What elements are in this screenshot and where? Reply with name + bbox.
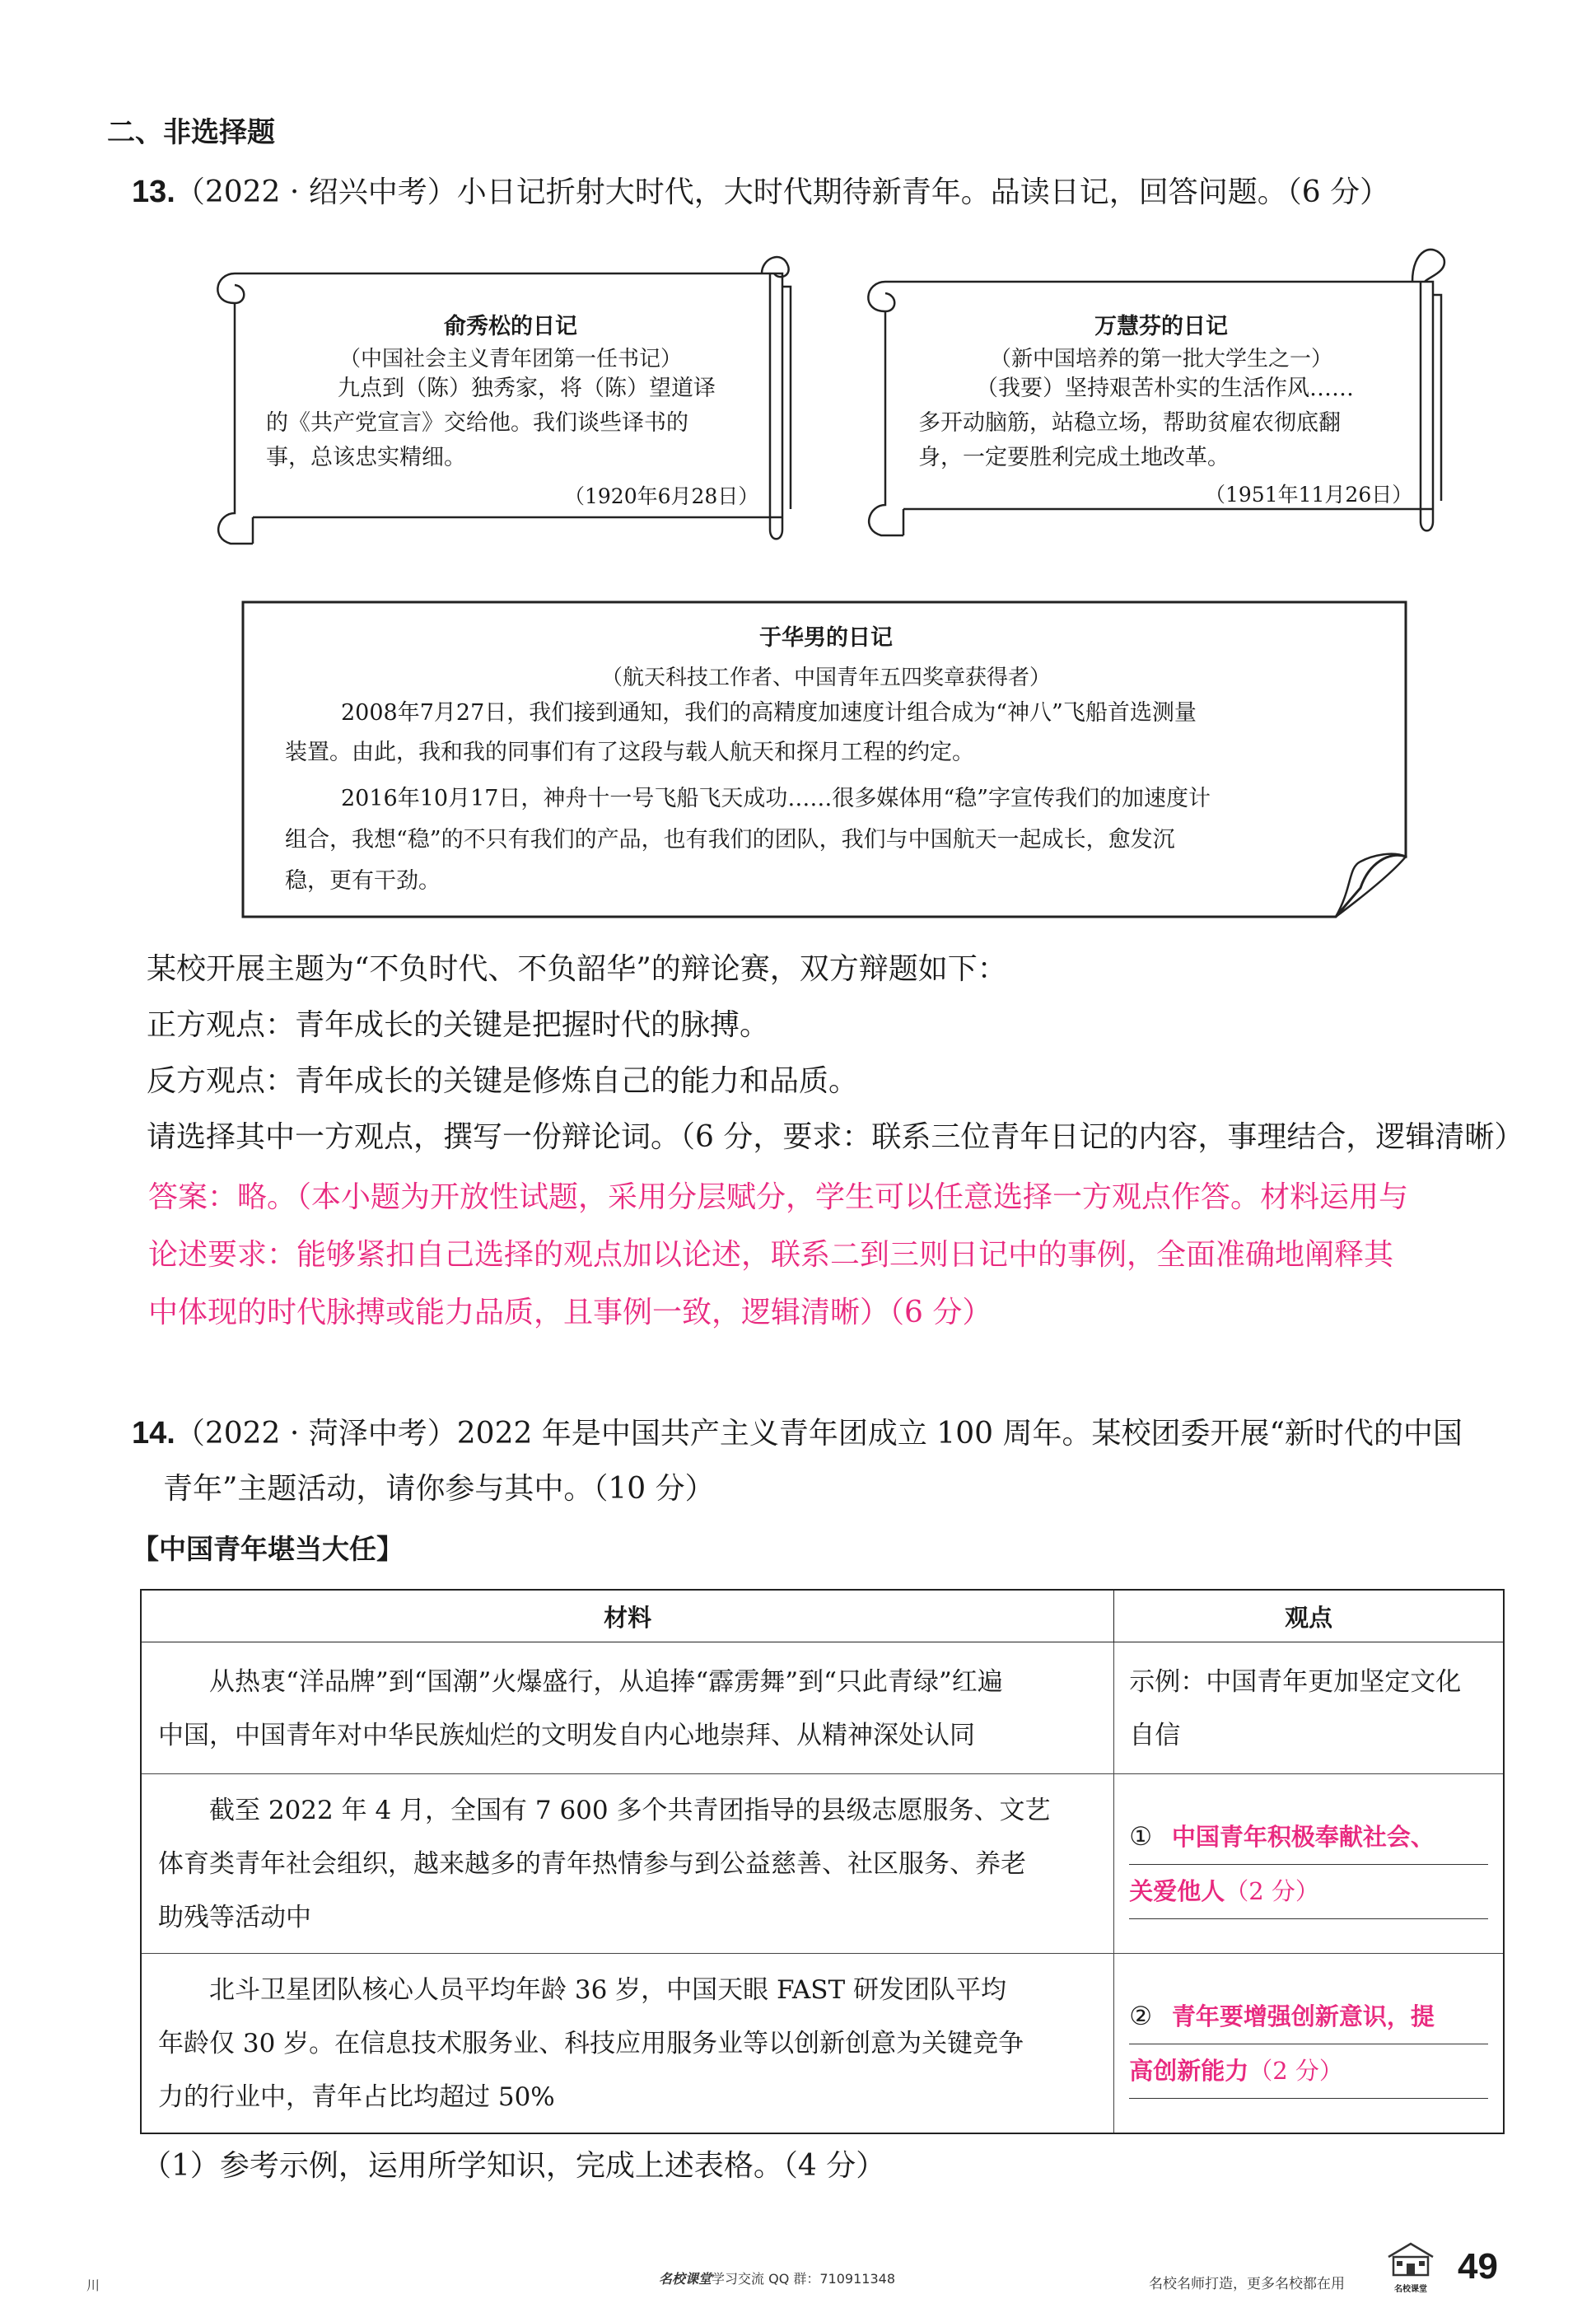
diary-title: 于华男的日记 — [759, 625, 893, 651]
answer-marker: ① — [1129, 1821, 1153, 1852]
pro-view: 正方观点：青年成长的关键是把握时代的脉搏。 — [147, 1008, 770, 1042]
diary-date: （1920年6月28日） — [564, 484, 759, 508]
diary-line: 组合，我想“稳”的不只有我们的产品，也有我们的团队，我们与中国航天一起成长，愈发沉 — [285, 827, 1175, 853]
diary-scroll-wan-huifen — [852, 237, 1455, 567]
footer-brand: 名校课堂 — [659, 2271, 712, 2287]
material-cell — [141, 1774, 1114, 1954]
answer-marker: ② — [1129, 2001, 1153, 2031]
debate-intro: 某校开展主题为“不负时代、不负韶华”的辩论赛，双方辩题如下： — [147, 952, 1007, 986]
diary-line: 九点到（陈）独秀家，将（陈）望道译 — [338, 376, 716, 401]
q14-subheading: 【中国青年堪当大任】 — [132, 1533, 404, 1565]
material-line: 助残等活动中 — [158, 1903, 311, 1932]
footer-center — [659, 2268, 895, 2287]
table-row — [141, 1774, 1504, 1954]
q13-number: 13. — [132, 175, 175, 209]
footer-left-mark: 川 — [86, 2278, 100, 2293]
diary-line: 的《共产党宣言》交给他。我们谈些译书的 — [266, 410, 688, 436]
material-line: 中国，中国青年对中华民族灿烂的文明发自内心地崇拜、从精神深处认同 — [158, 1720, 975, 1750]
material-line: 体育类青年社会组织，越来越多的青年热情参与到公益慈善、社区服务、养老 — [158, 1849, 1026, 1879]
diary-line: 稳，更有干劲。 — [285, 868, 441, 894]
answer-points: （2 分） — [1225, 1876, 1319, 1905]
diary-line: 装置。由此，我和我的同事们有了这段与载人航天和探月工程的约定。 — [285, 740, 974, 765]
view-answer-cell[interactable] — [1114, 1774, 1504, 1954]
table-header-material: 材料 — [141, 1590, 1114, 1642]
view-cell — [1114, 1642, 1504, 1774]
footer-slogan: 名校名师打造，更多名校都在用 — [1149, 2276, 1345, 2292]
diary-title: 万慧芬的日记 — [1094, 314, 1228, 339]
brand-logo — [1385, 2240, 1436, 2294]
page-number: 49 — [1458, 2246, 1498, 2287]
answer-blank-line — [1129, 1990, 1488, 2044]
diary-subtitle: （航天科技工作者、中国青年五四奖章获得者） — [600, 666, 1051, 690]
answer-blank-line — [1129, 2044, 1488, 2099]
diary-subtitle: （新中国培养的第一批大学生之一） — [989, 347, 1332, 371]
answer-blank-line — [1129, 1865, 1488, 1919]
material-line: 从热衷“洋品牌”到“国潮”火爆盛行，从追捧“霹雳舞”到“只此青绿”红遍 — [209, 1666, 1003, 1697]
diary-scroll-yu-xiusong — [202, 237, 805, 567]
material-line: 截至 2022 年 4 月，全国有 7 600 多个共青团指导的县级志愿服务、文艺 — [209, 1796, 1051, 1825]
diary-line: 事，总该忠实精细。 — [266, 445, 466, 470]
answer-text: 青年要增强创新意识，提 — [1171, 2002, 1435, 2030]
diary-line: 身，一定要胜利完成土地改革。 — [918, 445, 1230, 470]
diary-line: 2016年10月17日，神舟十一号飞船飞天成功……很多媒体用“稳”字宣传我们的加速度计 — [341, 786, 1211, 811]
material-line: 力的行业中，青年占比均超过 50% — [158, 2082, 555, 2112]
footer-qq: 学习交流 QQ 群：710911348 — [712, 2271, 895, 2287]
q14-source: （2022 · 菏泽中考） — [175, 1417, 457, 1451]
table-header-row — [141, 1590, 1504, 1642]
diary-date: （1951年11月26日） — [1205, 483, 1413, 507]
school-building-icon — [1385, 2240, 1436, 2278]
diary-line: 多开动脑筋，站稳立场，帮助贫雇农彻底翻 — [918, 410, 1341, 436]
view-line: 示例：中国青年更加坚定文化 — [1129, 1666, 1462, 1697]
con-view: 反方观点：青年成长的关键是修炼自己的能力和品质。 — [147, 1064, 859, 1098]
q14-stem — [132, 1404, 1463, 1463]
material-cell — [141, 1642, 1114, 1774]
q14-stem-line2: 青年”主题活动，请你参与其中。（10 分） — [163, 1472, 715, 1506]
material-cell — [141, 1954, 1114, 2134]
diary-line: 2008年7月27日，我们接到通知，我们的高精度加速度计组合成为“神八”飞船首选测量 — [341, 700, 1197, 726]
section-title: 二、非选择题 — [107, 116, 275, 149]
table-header-view: 观点 — [1114, 1590, 1504, 1642]
logo-text: 名校课堂 — [1394, 2285, 1427, 2294]
answer-text: 高创新能力 — [1129, 2056, 1249, 2085]
diary-subtitle: （中国社会主义青年团第一任书记） — [338, 347, 682, 371]
diary-line: （我要）坚持艰苦朴实的生活作风…… — [976, 376, 1354, 401]
q13-answer-line: 答案：略。（本小题为开放性试题，采用分层赋分，学生可以任意选择一方观点作答。材料运用与 — [148, 1180, 1409, 1214]
diary-title: 俞秀松的日记 — [444, 314, 577, 339]
materials-table — [140, 1589, 1505, 2134]
diary-box-yu-huanan — [240, 600, 1412, 921]
q14-stem-text: 2022 年是中国共产主义青年团成立 100 周年。某校团委开展“新时代的中国 — [456, 1417, 1463, 1451]
table-row — [141, 1642, 1504, 1774]
answer-blank-line — [1129, 1810, 1488, 1865]
answer-points: （2 分） — [1248, 2056, 1343, 2085]
view-line: 自信 — [1129, 1720, 1181, 1750]
table-row — [141, 1954, 1504, 2134]
answer-text: 关爱他人 — [1129, 1876, 1225, 1905]
q13-answer-line: 论述要求：能够紧扣自己选择的观点加以论述，联系二到三则日记中的事例，全面准确地阐释其 — [148, 1238, 1394, 1272]
answer-text: 中国青年积极奉献社会、 — [1171, 1822, 1435, 1851]
view-answer-cell[interactable] — [1114, 1954, 1504, 2134]
material-line: 北斗卫星团队核心人员平均年龄 36 岁，中国天眼 FAST 研发团队平均 — [209, 1975, 1006, 2005]
q13-source: （2022 · 绍兴中考） — [175, 175, 457, 209]
q14-number: 14. — [132, 1416, 175, 1451]
q13-answer-line: 中体现的时代脉搏或能力品质，且事例一致，逻辑清晰）（6 分） — [148, 1296, 992, 1329]
q14-subquestion-1: （1）参考示例，运用所学知识，完成上述表格。（4 分） — [142, 2149, 886, 2183]
material-line: 年龄仅 30 岁。在信息技术服务业、科技应用服务业等以创新创意为关键竞争 — [158, 2029, 1024, 2058]
q13-task: 请选择其中一方观点，撰写一份辩论词。（6 分，要求：联系三位青年日记的内容，事理结合，逻辑清晰） — [147, 1120, 1524, 1154]
q13-stem — [132, 163, 1389, 222]
q13-stem-text: 小日记折射大时代，大时代期待新青年。品读日记，回答问题。（6 分） — [456, 175, 1390, 209]
